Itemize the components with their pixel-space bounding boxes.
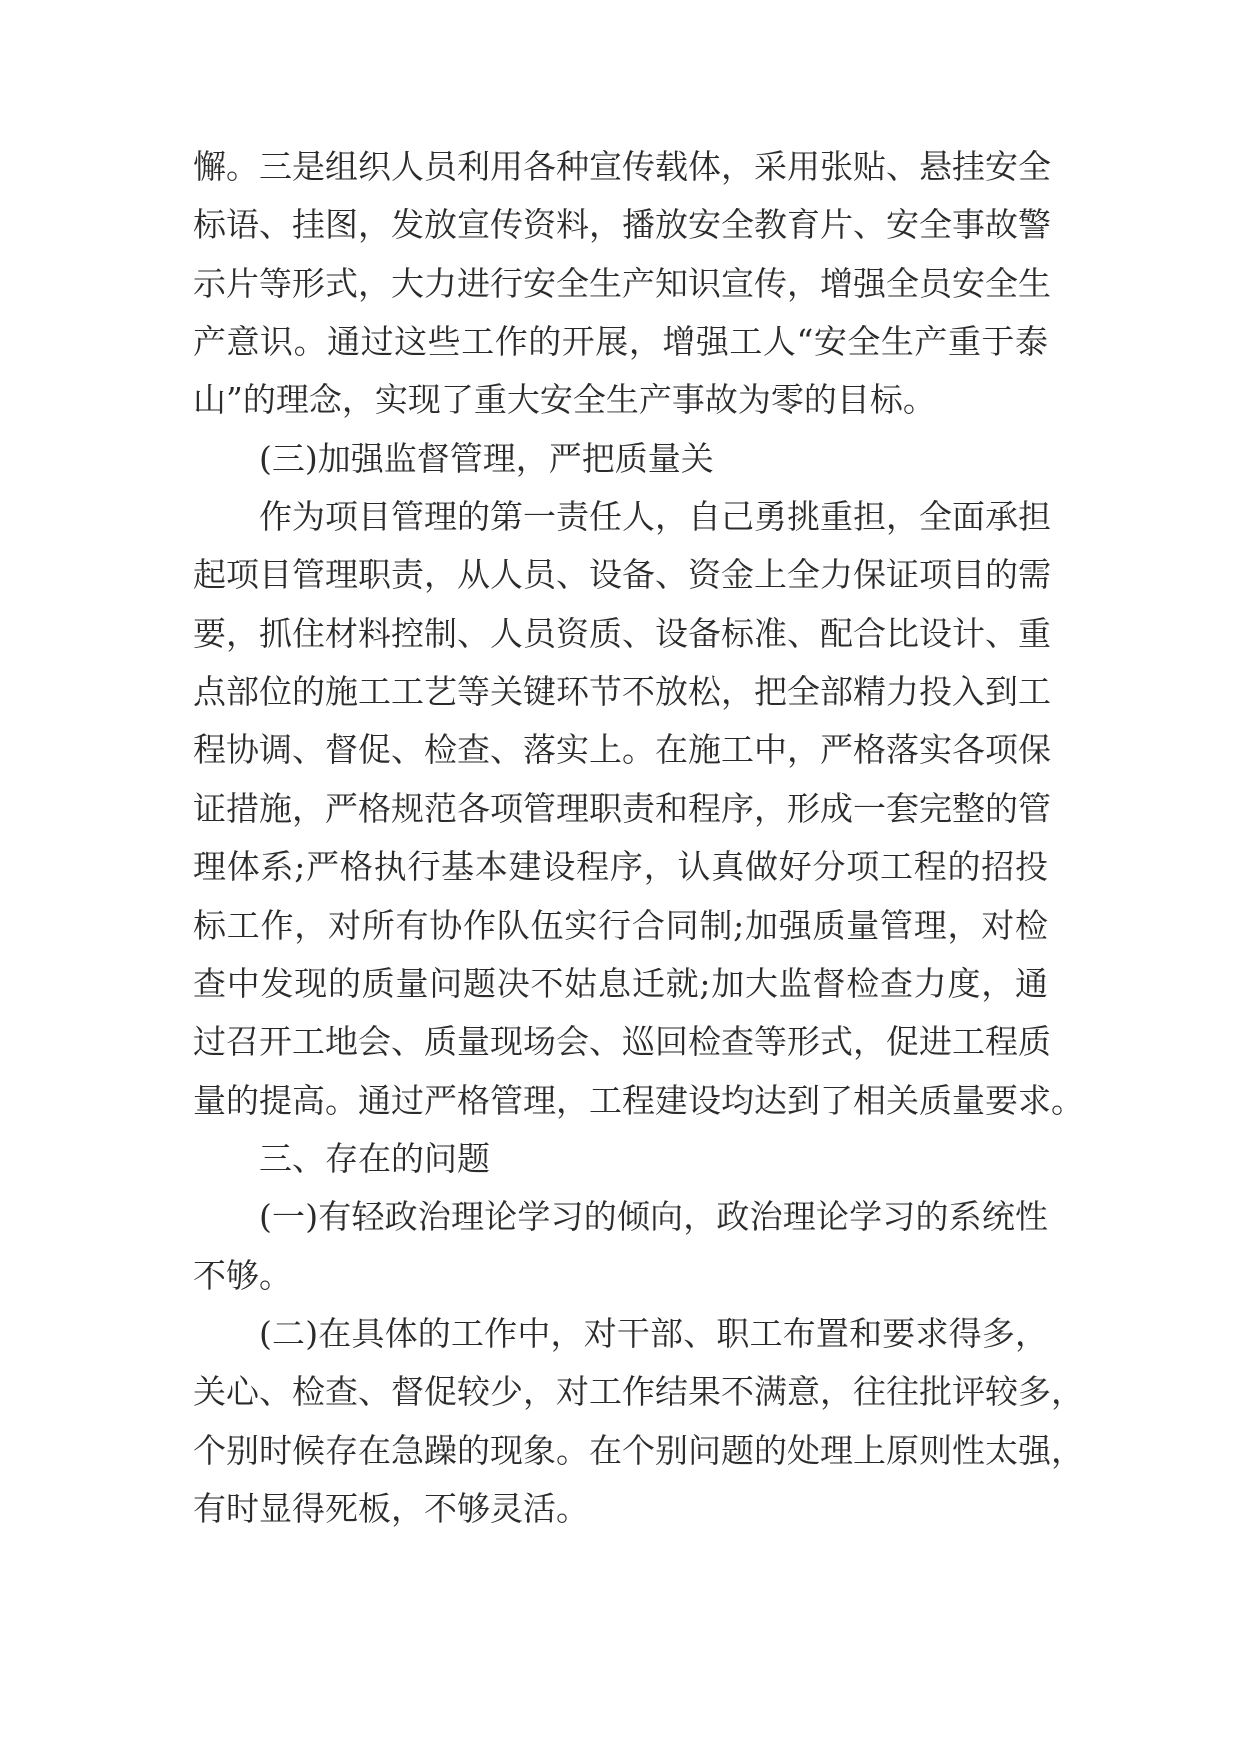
text-line: 起项目管理职责，从人员、设备、资金上全力保证项目的需 xyxy=(193,555,1051,594)
text-line: (一)有轻政治理论学习的倾向，政治理论学习的系统性 xyxy=(259,1197,1048,1236)
text-line: 有时显得死板，不够灵活。 xyxy=(193,1489,589,1528)
section-heading: 三、存在的问题 xyxy=(259,1139,490,1178)
text-line: 查中发现的质量问题决不姑息迁就;加大监督检查力度，通 xyxy=(193,964,1048,1003)
text-line: 产意识。通过这些工作的开展，增强工人“安全生产重于泰 xyxy=(193,322,1048,361)
text-line: 个别时候存在急躁的现象。在个别问题的处理上原则性太强， xyxy=(193,1431,1084,1470)
text-line: 过召开工地会、质量现场会、巡回检查等形式，促进工程质 xyxy=(193,1022,1051,1061)
text-line: 证措施，严格规范各项管理职责和程序，形成一套完整的管 xyxy=(193,789,1051,828)
text-line: 量的提高。通过严格管理，工程建设均达到了相关质量要求。 xyxy=(193,1081,1084,1120)
text-line: 程协调、督促、检查、落实上。在施工中，严格落实各项保 xyxy=(193,730,1051,769)
text-line: 示片等形式，大力进行安全生产知识宣传，增强全员安全生 xyxy=(193,264,1051,303)
text-line: 要，抓住材料控制、人员资质、设备标准、配合比设计、重 xyxy=(193,614,1051,653)
section-heading: (三)加强监督管理，严把质量关 xyxy=(259,439,714,478)
text-line: 关心、检查、督促较少，对工作结果不满意，往往批评较多， xyxy=(193,1372,1084,1411)
text-line: 作为项目管理的第一责任人，自己勇挑重担，全面承担 xyxy=(259,497,1051,536)
text-line: 理体系;严格执行基本建设程序，认真做好分项工程的招投 xyxy=(193,847,1048,886)
text-line: 不够。 xyxy=(193,1256,292,1295)
text-line: 山”的理念，实现了重大安全生产事故为零的目标。 xyxy=(193,380,936,419)
text-line: 标工作，对所有协作队伍实行合同制;加强质量管理，对检 xyxy=(193,906,1048,945)
text-line: 点部位的施工工艺等关键环节不放松，把全部精力投入到工 xyxy=(193,672,1051,711)
text-line: 懈。三是组织人员利用各种宣传载体，采用张贴、悬挂安全 xyxy=(193,147,1051,186)
text-line: 标语、挂图，发放宣传资料，播放安全教育片、安全事故警 xyxy=(193,205,1051,244)
text-line: (二)在具体的工作中，对干部、职工布置和要求得多， xyxy=(259,1314,1048,1353)
